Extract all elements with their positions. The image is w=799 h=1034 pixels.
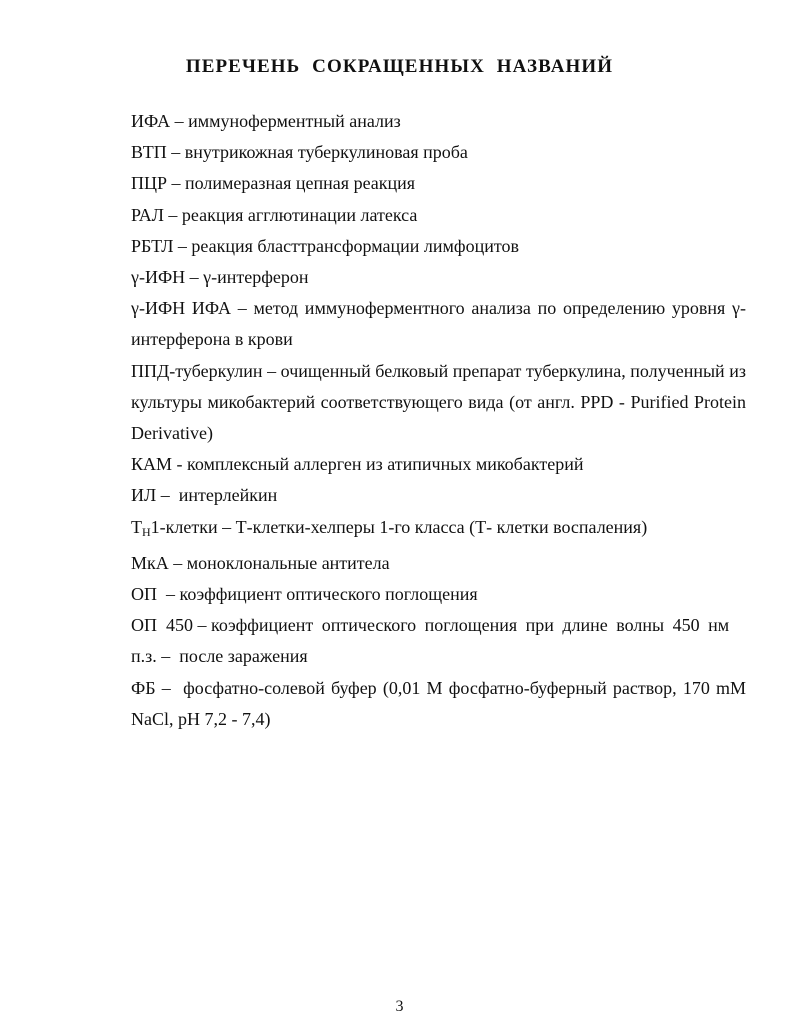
abbreviation-separator: -	[172, 454, 188, 475]
abbreviation-separator: –	[157, 584, 180, 605]
abbreviation-entry	[131, 480, 746, 511]
abbreviation-separator: –	[230, 298, 254, 319]
abbreviation-entry	[131, 137, 746, 168]
abbreviation-term: ВТП	[131, 142, 167, 163]
page-title: ПЕРЕЧЕНЬ СОКРАЩЕННЫХ НАЗВАНИЙ	[185, 56, 614, 77]
abbreviation-entry	[131, 449, 746, 480]
abbreviation-separator: –	[262, 360, 281, 381]
abbreviation-definition: очищенный белковый препарат туберкулина, полученный из культуры микобактерий соответствующего вида (от англ. PPD - Purified Protein Derivative)	[131, 360, 746, 444]
abbreviation-term: γ-ИФН ИФА	[131, 298, 231, 319]
abbreviation-entry	[131, 610, 746, 641]
abbreviation-entry	[131, 200, 746, 231]
abbreviation-term: ОП 450	[131, 615, 193, 636]
abbreviation-term: ФБ	[131, 677, 156, 698]
abbreviation-term-subscript: H	[142, 524, 151, 539]
abbreviation-term-main: T	[131, 516, 142, 537]
abbreviation-term: ИФА	[131, 111, 171, 131]
abbreviation-separator: –	[167, 173, 186, 194]
abbreviation-entry	[131, 548, 746, 579]
abbreviation-definition: реакция бласттрансформации лимфоцитов	[191, 235, 519, 256]
abbreviation-entry	[131, 262, 746, 293]
abbreviation-separator: –	[163, 204, 182, 225]
abbreviation-entry	[131, 231, 746, 262]
abbreviation-definition: комплексный аллерген из атипичных микобактерий	[187, 454, 584, 475]
abbreviation-definition: после заражения	[179, 646, 308, 667]
abbreviation-separator: –	[185, 267, 204, 288]
abbreviation-definition: внутрикожная туберкулиновая проба	[184, 142, 468, 163]
abbreviation-definition: метод иммуноферментного анализа по определению уровня γ-интерферона в крови	[131, 298, 746, 350]
abbreviation-term: ППД-туберкулин	[131, 360, 263, 381]
abbreviation-term: РБТЛ	[131, 235, 174, 256]
abbreviation-term: п.з.	[131, 646, 157, 667]
abbreviation-entry	[131, 641, 746, 672]
abbreviation-term-tail: 1-клетки	[150, 516, 218, 537]
abbreviation-definition: реакция агглютинации латекса	[181, 204, 418, 225]
abbreviation-term: МкА	[131, 552, 169, 573]
abbreviation-separator: –	[166, 142, 185, 163]
abbreviation-entry	[131, 512, 746, 548]
abbreviation-term: ИЛ	[131, 485, 157, 506]
abbreviation-separator: –	[217, 516, 236, 537]
abbreviation-entry	[131, 579, 746, 610]
abbreviation-list	[131, 106, 746, 735]
abbreviation-definition: фосфатно-солевой буфер (0,01 М фосфатно-буферный раствор, 170 mM NaCl, pH 7,2 - 7,4)	[131, 677, 747, 729]
abbreviation-separator: –	[193, 615, 211, 636]
page-number: 3	[395, 998, 404, 1015]
abbreviation-term: γ-ИФН	[131, 267, 186, 288]
abbreviation-separator: –	[156, 646, 180, 667]
abbreviation-definition: моноклональные антитела	[186, 552, 390, 573]
abbreviation-definition: интерлейкин	[178, 485, 278, 506]
abbreviation-entry	[131, 106, 746, 137]
abbreviation-entry	[131, 356, 746, 450]
abbreviation-term: РАЛ	[131, 204, 164, 225]
abbreviation-term: ПЦР	[131, 173, 168, 194]
abbreviation-definition: Т-клетки-хелперы 1-го класса (Т- клетки воспаления)	[235, 516, 648, 537]
abbreviation-definition: полимеразная цепная реакция	[185, 173, 416, 194]
abbreviation-term: ОП	[131, 584, 157, 605]
abbreviation-term: КАМ	[131, 454, 173, 475]
abbreviation-entry	[131, 168, 746, 199]
abbreviation-definition: γ-интерферон	[203, 267, 309, 288]
abbreviation-definition: коэффициент оптического поглощения	[179, 584, 478, 605]
abbreviation-definition: иммуноферментный анализ	[188, 111, 401, 131]
abbreviation-separator: –	[156, 485, 179, 506]
abbreviation-separator: –	[170, 111, 189, 131]
abbreviation-separator: –	[173, 235, 192, 256]
abbreviation-term	[131, 517, 218, 537]
abbreviation-entry	[131, 293, 746, 355]
abbreviation-definition: коэффициент оптического поглощения при длине волны 450 нм	[211, 615, 730, 636]
abbreviation-separator: –	[168, 552, 187, 573]
abbreviation-separator: –	[155, 677, 184, 698]
abbreviation-entry	[131, 673, 746, 735]
